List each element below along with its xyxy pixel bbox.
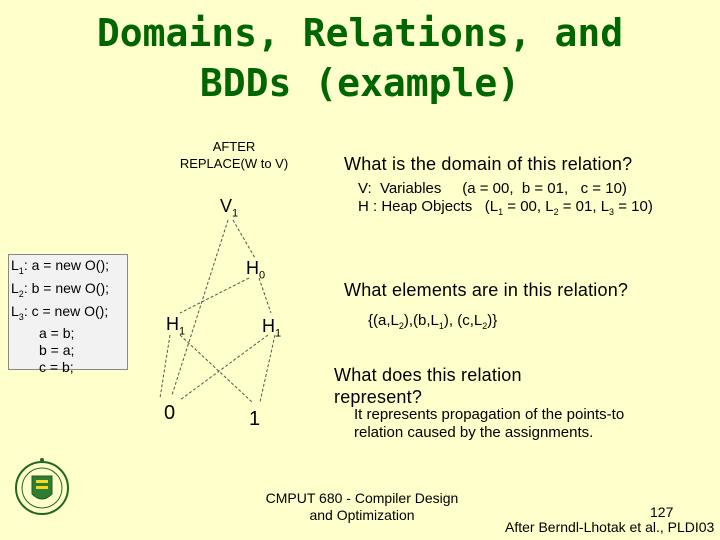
code-line-l2: $L_2$: b = new O();: [11, 279, 110, 299]
citation-footer: After Berndl-Lhotak et al., PLDI03: [505, 519, 715, 535]
edge-h1right-terminal1: [260, 335, 275, 402]
bdd-node-h1-left: $H_1$: [166, 314, 186, 338]
edge-v1-terminal0: [172, 220, 228, 395]
represent-answer: It represents propagation of the points-to relation caused by the assignments.: [354, 406, 625, 441]
edge-h0-h1-left: [180, 278, 249, 313]
elements-answer: {$(a,L_2),(b,L_1)$, $(c,L_2)$}: [368, 312, 498, 331]
code-line-l3: $L_3$: c = new O();: [11, 302, 109, 322]
edge-h1right-terminal0: [180, 335, 268, 400]
title-line-1: Domains, Relations, and: [96, 11, 624, 55]
title-line-2: BDDs (example): [199, 61, 521, 105]
code-line-assign-3: c = b;: [39, 359, 74, 376]
bdd-terminal-0: 0: [164, 402, 176, 424]
represent-question: What does this relation represent?: [334, 365, 522, 407]
code-line-l1: $L_1$: a = new O();: [11, 257, 110, 276]
after-label-line-2: REPLACE(W to V): [179, 156, 289, 171]
edge-h1left-terminal0: [160, 335, 170, 398]
domain-question: What is the domain of this relation?: [344, 154, 633, 174]
code-box: [8, 254, 128, 376]
edge-v1-h0: [233, 220, 255, 258]
domain-h-line: H : Heap Objects ($L_1 = 00$, $L_2 = 01$, $L_3 = 10$): [358, 198, 653, 217]
after-label-line-1: AFTER: [212, 139, 256, 154]
university-crest-logo: [14, 456, 70, 522]
bdd-terminal-1: 1: [249, 408, 261, 430]
code-line-assign-1: a = b;: [39, 325, 75, 342]
bdd-node-v1: $V_1$: [220, 196, 239, 220]
edge-h0-h1-right: [259, 278, 271, 313]
page-number: 127: [650, 504, 674, 520]
course-footer: CMPUT 680 - Compiler Design and Optimization: [265, 490, 459, 523]
bdd-node-h1-right: $H_1$: [262, 316, 282, 340]
bdd-node-h0: $H_0$: [246, 258, 266, 282]
domain-v-line: V: Variables (a = 00, b = 01, c = 10): [358, 180, 627, 197]
elements-question: What elements are in this relation?: [344, 280, 629, 300]
code-line-assign-2: b = a;: [39, 342, 75, 359]
